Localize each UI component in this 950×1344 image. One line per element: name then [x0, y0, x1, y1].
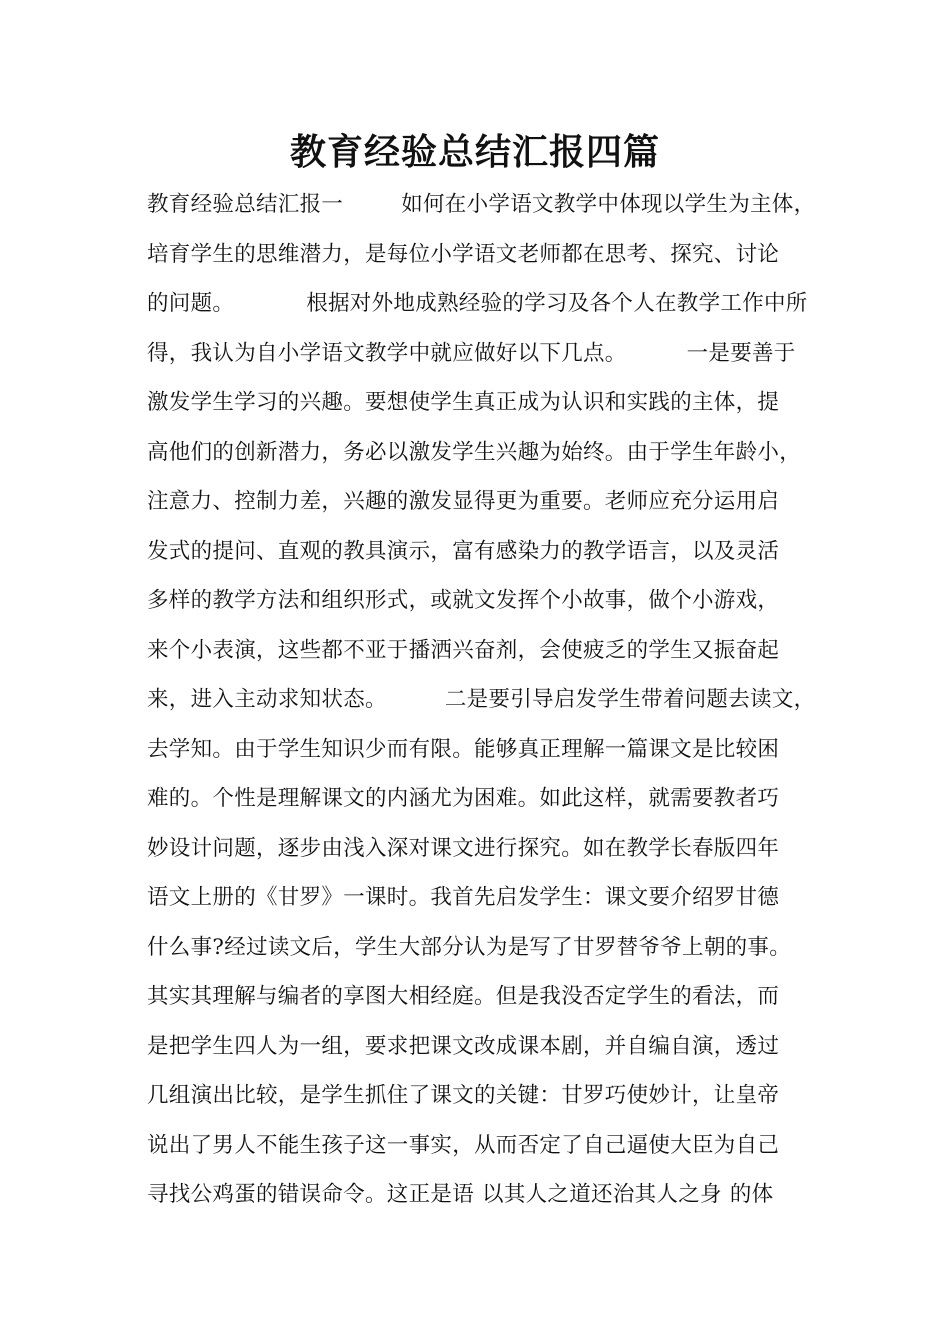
line-text: 语文上册的《甘罗》一课时。我首先启发学生：课文要介绍罗甘德	[147, 885, 780, 910]
line-text: 发式的提问、直观的教具演示，富有感染力的教学语言，以及灵活	[147, 538, 780, 564]
paragraph-line	[147, 725, 827, 775]
paragraph-line	[147, 923, 827, 973]
line-text: 其实其理解与编者的享图大相经庭。但是我没否定学生的看法，而	[147, 984, 780, 1009]
line-text: 的体	[729, 1182, 774, 1207]
paragraph-line	[147, 1170, 827, 1220]
paragraph-line	[147, 230, 827, 280]
line-text: 教育经验总结汇报一	[147, 192, 344, 217]
line-text: 激发学生学习的兴趣。要想使学生真正成为认识和实践的主体，提	[147, 390, 780, 415]
line-text: 得，我认为自小学语文教学中就应做好以下几点。	[147, 340, 627, 366]
line-text: 什么事?经过读文后，学生大部分认为是写了甘罗替爷爷上朝的事。	[147, 934, 792, 960]
line-text: 注意力、控制力差，兴趣的激发显得更为重要。老师应充分运用启	[147, 489, 780, 514]
line-text: 是把学生四人为一组，要求把课文改成课本剧，并自编自演，透过	[147, 1033, 780, 1059]
paragraph-line	[147, 675, 827, 725]
paragraph-line	[147, 279, 827, 329]
paragraph-line	[147, 378, 827, 428]
paragraph-line	[147, 824, 827, 874]
paragraph-line	[147, 180, 827, 230]
line-text: 来个小表演，这些都不亚于播洒兴奋剂，会使疲乏的学生又振奋起	[147, 637, 780, 663]
paragraph-line	[147, 873, 827, 923]
paragraph-line	[147, 329, 827, 379]
paragraph-line	[147, 774, 827, 824]
document-body	[147, 180, 827, 1220]
paragraph-line	[147, 1022, 827, 1072]
paragraph-line	[147, 626, 827, 676]
paragraph-line	[147, 527, 827, 577]
line-text: 来，进入主动求知状态。	[147, 687, 387, 712]
line-text: 一是要善于	[686, 340, 796, 366]
line-text: 根据对外地成熟经验的学习及各个人在教学工作中所	[306, 291, 808, 316]
line-text: 多样的教学方法和组织形式，或就文发挥个小故事，做个小游戏，	[147, 588, 780, 613]
quoted-phrase: 以其人之道还治其人之身	[482, 1182, 722, 1207]
paragraph-line	[147, 576, 827, 626]
line-text: 说出了男人不能生孩子这一事实，从而否定了自己逼使大臣为自己	[147, 1132, 780, 1158]
line-text: 的问题。	[147, 291, 235, 316]
paragraph-line	[147, 972, 827, 1022]
line-text: 高他们的创新潜力，务必以激发学生兴趣为始终。由于学生年龄小，	[147, 439, 802, 465]
paragraph-line	[147, 477, 827, 527]
line-text: 寻找公鸡蛋的错误命令。这正是语	[147, 1182, 475, 1207]
paragraph-line	[147, 428, 827, 478]
line-text: 如何在小学语文教学中体现以学生为主体，	[401, 192, 816, 217]
line-text: 几组演出比较，是学生抓住了课文的关键：甘罗巧使妙计，让皇帝	[147, 1083, 780, 1108]
document-title: 教育经验总结汇报四篇	[289, 132, 660, 173]
line-text: 去学知。由于学生知识少而有限。能够真正理解一篇课文是比较困	[147, 736, 780, 762]
line-text: 培育学生的思维潜力，是每位小学语文老师都在思考、探究、讨论	[147, 241, 780, 267]
line-text: 妙设计问题，逐步由浅入深对课文进行探究。如在教学长春版四年	[147, 835, 780, 861]
line-text: 难的。个性是理解课文的内涵尤为困难。如此这样，就需要教者巧	[147, 786, 780, 811]
paragraph-line	[147, 1121, 827, 1171]
paragraph-line	[147, 1071, 827, 1121]
line-text: 二是要引导启发学生带着问题去读文，	[444, 687, 816, 712]
